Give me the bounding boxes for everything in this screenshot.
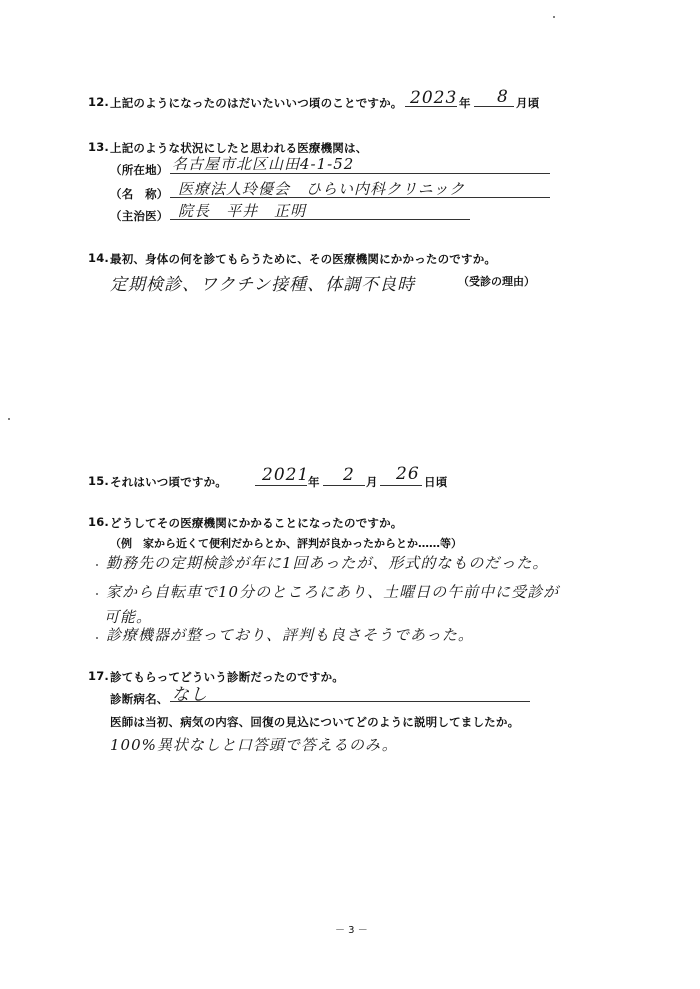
q15-month-unit: 月 [366, 475, 378, 489]
q13-doctor-value[interactable]: 院長 平井 正明 [178, 202, 307, 220]
q17-explain-text: 医師は当初、病気の内容、回復の見込についてどのように説明してましたか。 [110, 715, 520, 729]
q17-text: 診てもらってどういう診断だったのですか。 [110, 670, 344, 684]
q15-year-value[interactable]: 2021 [262, 465, 310, 485]
q15-year-unit: 年 [308, 475, 320, 489]
q16-answer-4[interactable]: 診療機器が整っており、評判も良さそうであった。 [106, 626, 474, 644]
q13-text: 上記のような状況にしたと思われる医療機関は、 [110, 141, 368, 155]
q13-doctor-label: （主治医） [110, 209, 169, 223]
q15-year-line [255, 485, 307, 486]
q16-text: どうしてその医療機関にかかることになったのですか。 [110, 516, 403, 530]
q14-reason-label: （受診の理由） [458, 275, 535, 288]
q15-month-value[interactable]: 2 [343, 465, 355, 485]
bullet-dot [96, 637, 98, 639]
scan-speck [8, 418, 10, 420]
q13-address-label: （所在地） [110, 163, 169, 177]
bullet-dot [96, 593, 98, 595]
q13-address-line [170, 173, 550, 174]
scan-speck [553, 16, 555, 18]
q12-year-unit: 年 [459, 96, 471, 110]
q17-number: 17. [88, 669, 109, 683]
q12-month-value[interactable]: 8 [497, 87, 509, 107]
q15-month-line [323, 485, 365, 486]
q14-answer[interactable]: 定期検診、ワクチン接種、体調不良時 [110, 275, 416, 295]
q15-text: それはいつ頃ですか。 [110, 475, 227, 489]
q15-number: 15. [88, 474, 109, 488]
q13-doctor-line [170, 219, 470, 220]
q12-number: 12. [88, 95, 109, 109]
q12-text: 上記のようになったのはだいたいいつ頃のことですか。 [110, 96, 403, 110]
q17-explain-answer[interactable]: 100%異状なしと口答頭で答えるのみ。 [110, 736, 398, 754]
q15-day-line [380, 485, 422, 486]
q13-name-value[interactable]: 医療法人玲優会 ひらい内科クリニック [178, 180, 466, 198]
q15-day-unit: 日頃 [424, 475, 448, 489]
q16-answer-3[interactable]: 可能。 [104, 608, 153, 626]
q12-month-unit: 月頃 [516, 96, 540, 110]
page-number: － 3 － [335, 925, 368, 936]
q16-example: （例 家から近くて便利だからとか、評判が良かったからとか……等） [110, 537, 462, 550]
q17-diagnosis-line [170, 701, 530, 702]
q16-number: 16. [88, 515, 109, 529]
q12-month-line [474, 106, 514, 107]
q16-answer-2[interactable]: 家から自転車で10分のところにあり、土曜日の午前中に受診が [106, 583, 560, 601]
q13-name-label: （名 称） [110, 187, 169, 201]
q13-name-line [170, 197, 550, 198]
q17-diagnosis-value[interactable]: なし [172, 685, 208, 705]
q17-diagnosis-label: 診断病名、 [110, 692, 169, 706]
q15-day-value[interactable]: 26 [396, 464, 420, 484]
q14-text: 最初、身体の何を診てもらうために、その医療機関にかかったのですか。 [110, 252, 497, 266]
q12-year-value[interactable]: 2023 [410, 88, 458, 108]
q14-number: 14. [88, 251, 109, 265]
q13-number: 13. [88, 140, 109, 154]
bullet-dot [96, 564, 98, 566]
q12-year-line [405, 106, 457, 107]
q13-address-value[interactable]: 名古屋市北区山田4-1-52 [172, 155, 355, 173]
q16-answer-1[interactable]: 勤務先の定期検診が年に1回あったが、形式的なものだった。 [106, 554, 549, 572]
